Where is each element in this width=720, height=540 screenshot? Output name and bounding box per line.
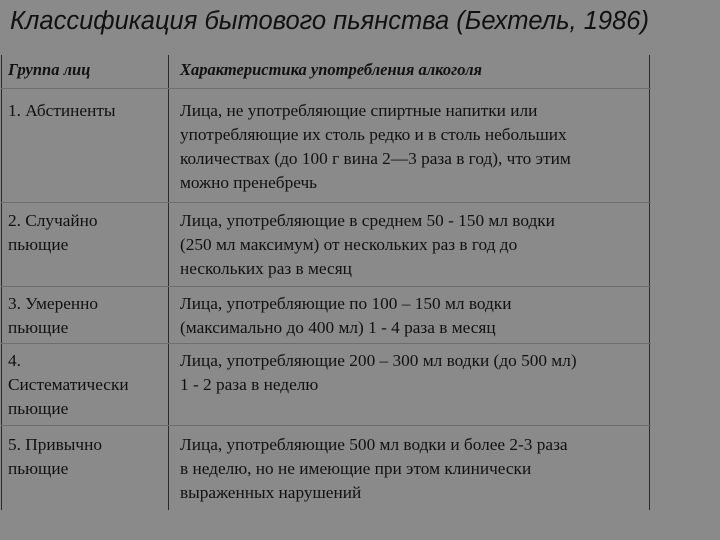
description-line: употребляющие их столь редко и в столь небольших: [180, 125, 567, 144]
group-cell: [8, 349, 163, 421]
description-cell: [180, 99, 645, 195]
row-divider: [1, 202, 651, 203]
description-cell: [180, 433, 645, 505]
table-header-row: [1, 58, 651, 88]
table-right-border: [649, 55, 650, 510]
description-line: Лица, употребляющие в среднем 50 - 150 мл водки: [180, 211, 555, 230]
classification-table: [1, 55, 651, 510]
group-line: 4.: [8, 351, 21, 370]
group-line: пьющие: [8, 399, 69, 418]
row-divider: [1, 286, 651, 287]
group-line: 2. Случайно: [8, 211, 98, 230]
description-cell: [180, 349, 645, 397]
description-line: выраженных нарушений: [180, 483, 362, 502]
description-line: Лица, употребляющие по 100 – 150 мл водки: [180, 294, 512, 313]
header-characteristic: Характеристика употребления алкоголя: [180, 60, 483, 79]
header-group: Группа лиц: [8, 60, 91, 79]
group-cell: [8, 209, 163, 257]
group-line: Систематически: [8, 375, 129, 394]
description-cell: [180, 209, 645, 281]
group-line: 3. Умеренно: [8, 294, 99, 313]
description-line: Лица, употребляющие 200 – 300 мл водки (до 500 мл): [180, 351, 577, 370]
table-left-border: [1, 55, 2, 510]
group-cell: [8, 99, 163, 123]
group-line: 1. Абстиненты: [8, 101, 116, 120]
description-line: (250 мл максимум) от нескольких раз в год до: [180, 235, 518, 254]
group-cell: [8, 433, 163, 481]
row-divider: [1, 425, 651, 426]
row-divider: [1, 88, 651, 89]
group-line: 5. Привычно: [8, 435, 103, 454]
group-line: пьющие: [8, 235, 69, 254]
description-line: 1 - 2 раза в неделю: [180, 375, 319, 394]
table-column-divider: [168, 55, 169, 510]
description-line: количествах (до 100 г вина 2—3 раза в год), что этим: [180, 149, 571, 168]
group-line: пьющие: [8, 318, 69, 337]
description-line: Лица, употребляющие 500 мл водки и более 2-3 раза: [180, 435, 568, 454]
description-line: нескольких раз в месяц: [180, 259, 352, 278]
description-line: можно пренебречь: [180, 173, 318, 192]
description-line: (максимально до 400 мл) 1 - 4 раза в месяц: [180, 318, 496, 337]
description-line: Лица, не употребляющие спиртные напитки или: [180, 101, 538, 120]
slide-title: Классификация бытового пьянства (Бехтель, 1986): [10, 7, 649, 35]
group-line: пьющие: [8, 459, 69, 478]
description-cell: [180, 292, 645, 340]
group-cell: [8, 292, 163, 340]
description-line: в неделю, но не имеющие при этом клинически: [180, 459, 532, 478]
row-divider: [1, 343, 651, 344]
